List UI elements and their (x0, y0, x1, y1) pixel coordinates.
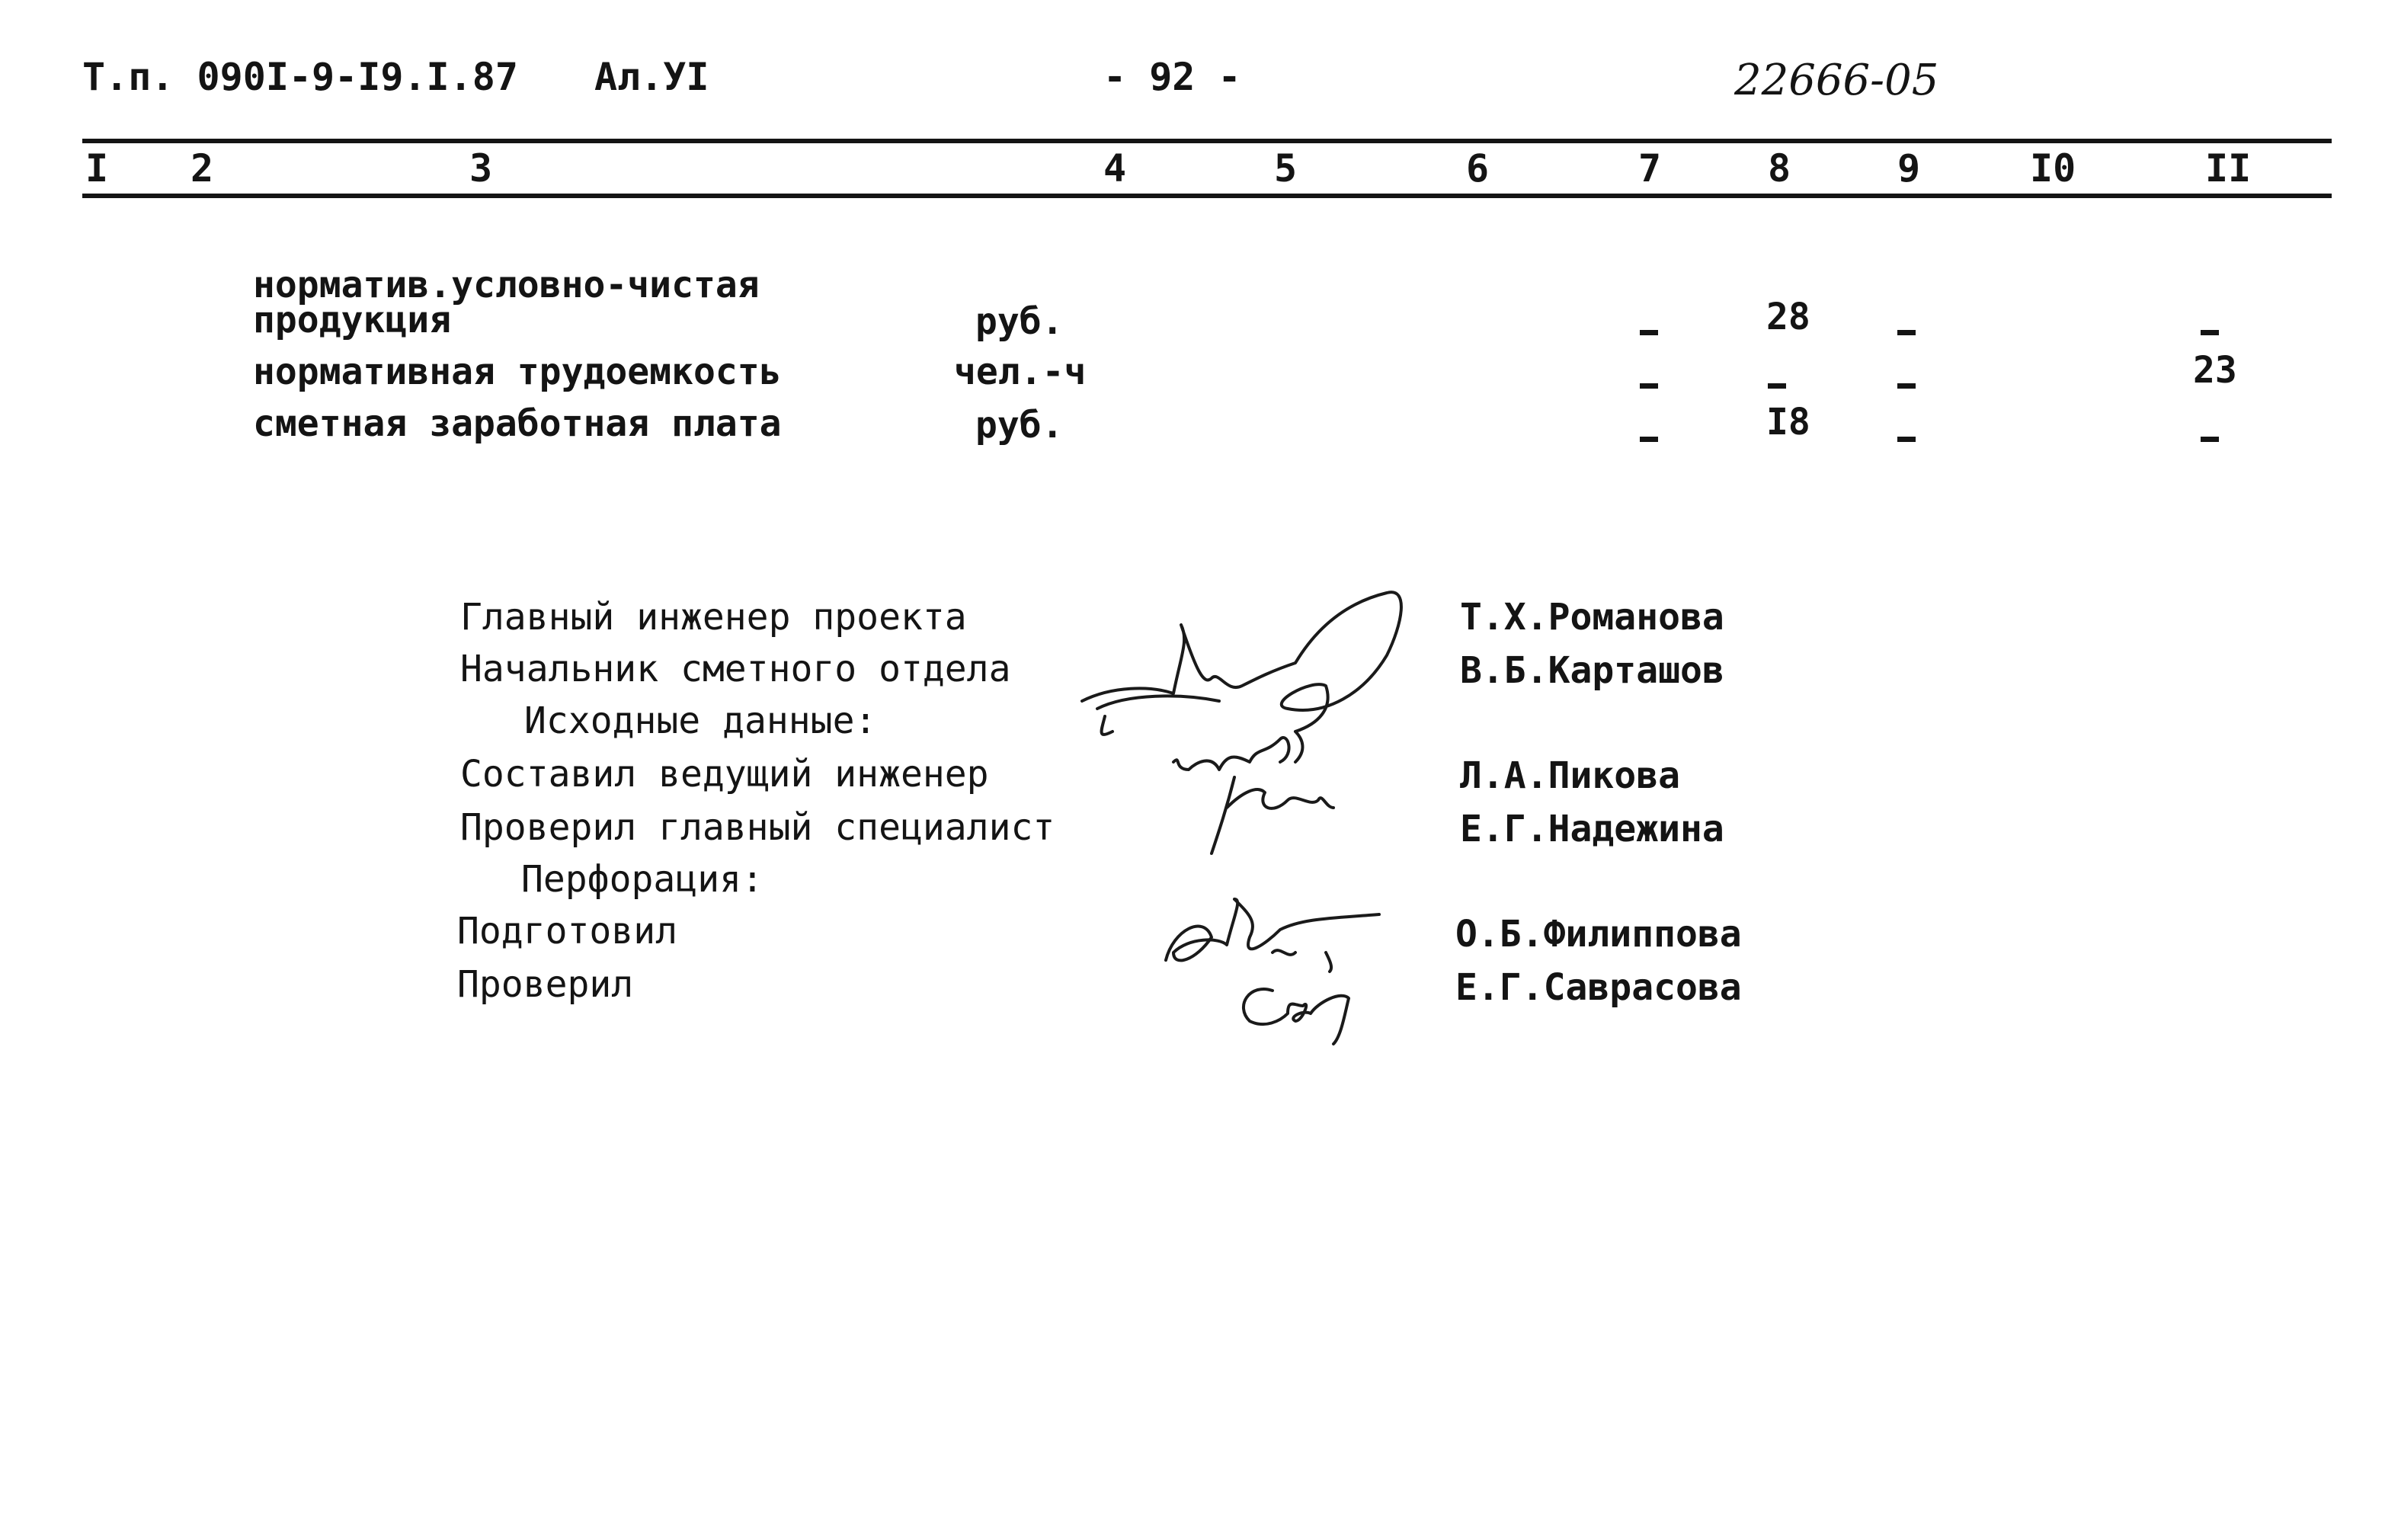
cell-col7 (1640, 330, 1658, 335)
row-unit: чел.-ч (954, 351, 1087, 393)
table-top-rule (82, 139, 2332, 143)
cell-col9-dash (1897, 319, 1916, 335)
column-number-5: 5 (1274, 146, 1298, 190)
signature-name-checked: Е.Г.Саврасова (1455, 966, 1742, 1009)
cell-col8: I8 (1766, 401, 1810, 443)
row-label-line-2: продукция (253, 299, 452, 341)
column-number-8: 8 (1768, 146, 1791, 190)
signature-role-estimate-head: Начальник сметного отдела (460, 648, 1011, 690)
page-number: - 92 - (1103, 55, 1241, 99)
signature-name-prepared: О.Б.Филиппова (1455, 913, 1742, 956)
column-number-11: II (2205, 146, 2252, 190)
signature-role-chief-engineer: Главный инженер проекта (460, 596, 967, 639)
cell-col11-dash (2201, 425, 2219, 442)
cell-col11-dash (2201, 319, 2219, 335)
signature-name-estimate-head: В.Б.Карташов (1460, 649, 1724, 692)
table-header-rule (82, 194, 2332, 198)
cell-col7-dash (1640, 372, 1658, 389)
inventory-code: 22666-05 (1734, 56, 1939, 105)
cell-col7 (1640, 383, 1658, 389)
signature-role-chief-specialist: Проверил главный специалист (460, 806, 1055, 849)
signature-name-chief-specialist: Е.Г.Надежина (1460, 808, 1724, 850)
signature-role-checked: Проверил (457, 963, 634, 1006)
cell-col11 (2201, 437, 2219, 442)
cell-col8: 28 (1766, 296, 1810, 338)
column-number-10: I0 (2030, 146, 2076, 190)
row-unit: руб. (975, 404, 1064, 447)
signature-name-chief-engineer: Т.Х.Романова (1460, 596, 1724, 639)
column-number-9: 9 (1897, 146, 1921, 190)
signature-scribble-chief (1082, 592, 1401, 732)
column-number-2: 2 (190, 146, 214, 190)
section-heading-perforation: Перфорация: (521, 858, 764, 901)
row-label-line-1: сметная заработная плата (253, 402, 782, 445)
cell-col11: 23 (2193, 349, 2237, 392)
cell-col8-dash (1768, 372, 1786, 389)
cell-col9 (1897, 437, 1916, 442)
row-label-line-1: норматив.условно-чистая (253, 264, 760, 306)
column-number-7: 7 (1638, 146, 1662, 190)
cell-col11 (2201, 330, 2219, 335)
cell-col7 (1640, 437, 1658, 442)
column-number-4: 4 (1103, 146, 1127, 190)
signature-role-prepared: Подготовил (457, 910, 677, 952)
row-label-line-1: нормативная трудоемкость (253, 351, 782, 393)
cell-col9 (1897, 383, 1916, 389)
signature-scribble-lead (1173, 738, 1289, 770)
column-number-6: 6 (1466, 146, 1490, 190)
column-number-1: I (85, 146, 109, 190)
album-number: Ал.УI (594, 55, 709, 99)
signature-scribble-checked (1244, 989, 1349, 1044)
cell-col9 (1897, 330, 1916, 335)
column-number-3: 3 (469, 146, 493, 190)
cell-col7-dash (1640, 319, 1658, 335)
signature-name-lead-engineer: Л.А.Пикова (1460, 754, 1680, 797)
cell-col9-dash (1897, 425, 1916, 442)
cell-col8 (1768, 383, 1786, 389)
section-heading-source-data: Исходные данные: (524, 700, 877, 742)
doc-reference: Т.п. 090I-9-I9.I.87 (82, 55, 518, 99)
handwritten-signatures (1067, 579, 1417, 1052)
signature-scribble-specialist (1212, 777, 1333, 853)
signature-role-lead-engineer: Составил ведущий инженер (460, 753, 989, 796)
cell-col9-dash (1897, 372, 1916, 389)
cell-col7-dash (1640, 425, 1658, 442)
row-unit: руб. (975, 300, 1064, 343)
